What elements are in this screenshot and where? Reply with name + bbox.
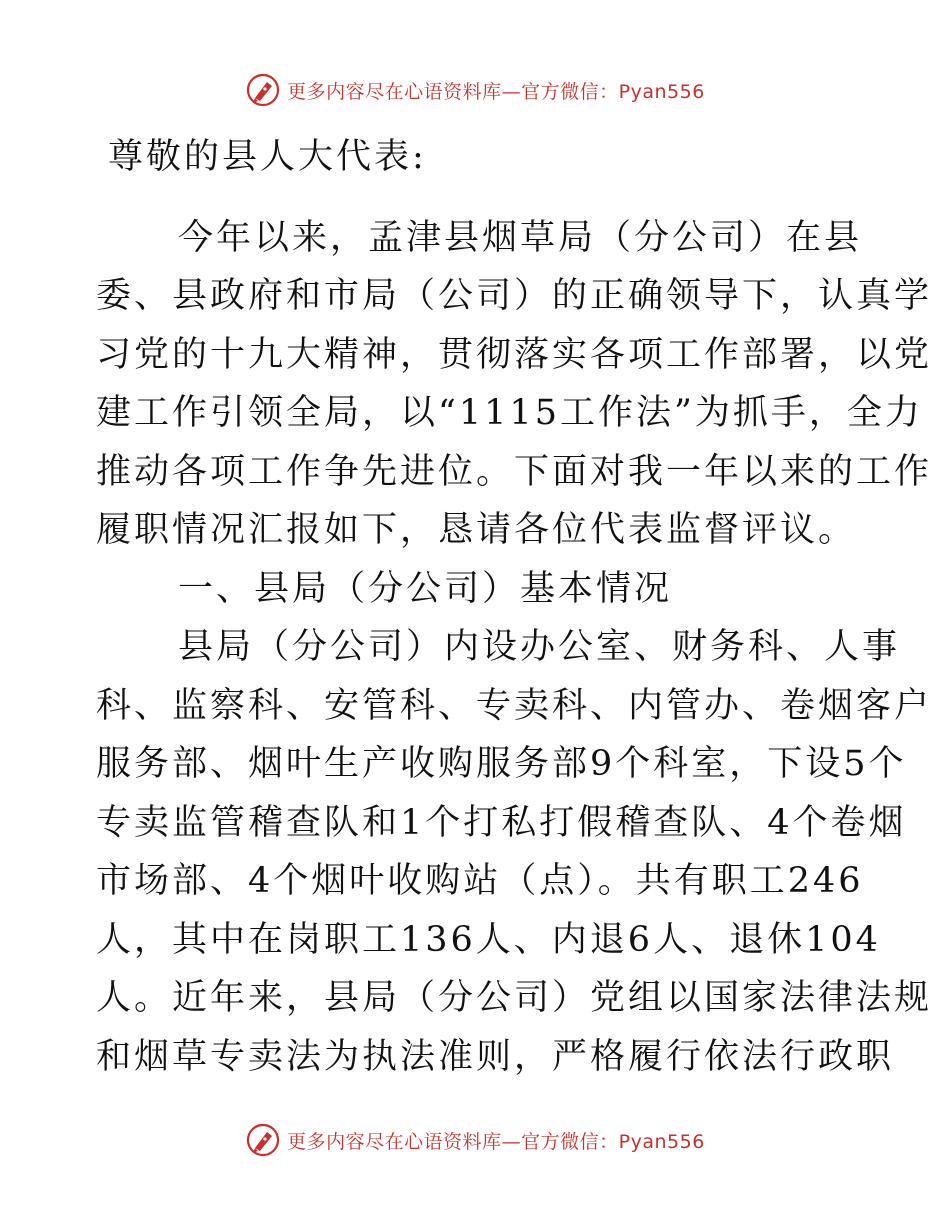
pen-nib-logo-icon <box>245 1122 281 1158</box>
paragraph-line: 专卖监管稽查队和1个打私打假稽查队、4个卷烟 <box>96 802 907 843</box>
paragraph-line: 市场部、4个烟叶收购站（点）。共有职工246 <box>96 861 864 901</box>
paragraph-line: 履职情况汇报如下，恳请各位代表监督评议。 <box>96 510 857 550</box>
watermark-text: 更多内容尽在心语资料库—官方微信：Pyan556 <box>287 1130 705 1153</box>
section-heading: 一、县局（分公司）基本情况 <box>178 568 673 609</box>
paragraph-line: 习党的十九大精神，贯彻落实各项工作部署，以党 <box>96 334 933 375</box>
document-body <box>96 128 933 1086</box>
header-watermark-banner <box>0 70 950 110</box>
paragraph-line: 推动各项工作争先进位。下面对我一年以来的工作 <box>96 451 933 492</box>
footer-watermark-banner <box>0 1120 950 1160</box>
paragraph-line: 今年以来，孟津县烟草局（分公司）在县 <box>178 217 863 258</box>
wechat-id: Pyan556 <box>618 1130 705 1153</box>
paragraph-line: 县局（分公司）内设办公室、财务科、人事 <box>178 627 901 667</box>
paragraph-line: 科、监察科、安管科、专卖科、内管办、卷烟客户 <box>96 685 933 726</box>
paragraph-line: 人，其中在岗职工136人、内退6人、退休104 <box>96 919 881 960</box>
paragraph-line: 人。近年来，县局（分公司）党组以国家法律法规 <box>96 978 933 1018</box>
paragraph-line: 建工作引领全局，以“1115工作法”为抓手，全力 <box>96 393 923 433</box>
watermark-text: 更多内容尽在心语资料库—官方微信：Pyan556 <box>287 80 705 103</box>
wechat-id: Pyan556 <box>618 80 705 103</box>
pen-nib-logo-icon <box>245 72 281 108</box>
salutation: 尊敬的县人大代表: <box>108 137 427 177</box>
paragraph-line: 委、县政府和市局（公司）的正确领导下，认真学 <box>96 276 933 316</box>
paragraph-line: 和烟草专卖法为执法准则，严格履行依法行政职 <box>96 1036 895 1077</box>
paragraph-line: 服务部、烟叶生产收购服务部9个科室，下设5个 <box>96 744 907 784</box>
